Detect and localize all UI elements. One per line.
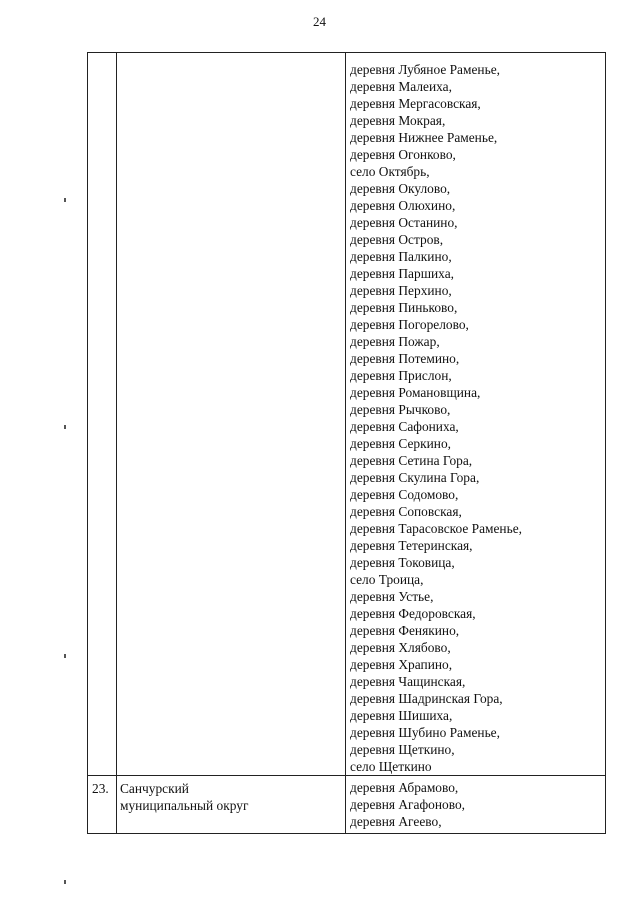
settlement-item: деревня Романовщина, — [350, 385, 481, 400]
settlement-item: село Щеткино — [350, 759, 432, 774]
settlement-item: деревня Устье, — [350, 589, 434, 604]
settlement-item: деревня Агеево, — [350, 814, 442, 829]
settlements-cell — [346, 776, 606, 834]
page-number: 24 — [313, 14, 326, 29]
settlement-item: деревня Храпино, — [350, 657, 453, 672]
settlement-item: деревня Мергасовская, — [350, 96, 481, 111]
settlement-item: село Троица, — [350, 572, 424, 587]
settlement-item: деревня Чащинская, — [350, 674, 466, 689]
settlement-item: деревня Токовица, — [350, 555, 455, 570]
settlement-item: деревня Потемино, — [350, 351, 460, 366]
settlement-item: деревня Олюхино, — [350, 198, 456, 213]
settlements-cell — [346, 53, 606, 776]
district-name-line: муниципальный округ — [120, 798, 249, 813]
settlement-item: деревня Рычково, — [350, 402, 451, 417]
district-name-cell — [117, 53, 346, 776]
settlement-item: деревня Перхино, — [350, 283, 452, 298]
district-name-line: Санчурский — [120, 781, 189, 796]
margin-mark — [64, 198, 66, 202]
settlement-item: деревня Щеткино, — [350, 742, 455, 757]
settlement-item: деревня Пиньково, — [350, 300, 458, 315]
settlements-table — [87, 52, 606, 834]
table-row — [88, 776, 606, 834]
settlement-item: деревня Шубино Раменье, — [350, 725, 500, 740]
margin-mark — [64, 880, 66, 884]
settlement-item: деревня Тарасовское Раменье, — [350, 521, 522, 536]
settlement-item: деревня Содомово, — [350, 487, 459, 502]
settlement-item: деревня Соповская, — [350, 504, 462, 519]
table-row — [88, 53, 606, 776]
settlement-item: деревня Серкино, — [350, 436, 452, 451]
settlement-item: деревня Палкино, — [350, 249, 452, 264]
district-name-cell — [117, 776, 346, 834]
settlement-item: деревня Скулина Гора, — [350, 470, 480, 485]
settlement-item: деревня Пожар, — [350, 334, 440, 349]
settlement-item: деревня Тетеринская, — [350, 538, 473, 553]
settlement-item: деревня Останино, — [350, 215, 458, 230]
settlement-item: деревня Погорелово, — [350, 317, 469, 332]
settlement-item: село Октябрь, — [350, 164, 430, 179]
settlement-item: деревня Окулово, — [350, 181, 451, 196]
settlement-item: деревня Фенякино, — [350, 623, 460, 638]
settlement-item: деревня Сетина Гора, — [350, 453, 473, 468]
settlement-item: деревня Федоровская, — [350, 606, 476, 621]
settlement-item: деревня Сафониха, — [350, 419, 459, 434]
settlement-item: деревня Хлябово, — [350, 640, 451, 655]
settlement-item: деревня Агафоново, — [350, 797, 466, 812]
settlement-item: деревня Абрамово, — [350, 780, 459, 795]
row-number-cell — [88, 53, 117, 776]
settlement-item: деревня Шадринская Гора, — [350, 691, 503, 706]
settlement-item: деревня Нижнее Раменье, — [350, 130, 498, 145]
settlement-item: деревня Остров, — [350, 232, 444, 247]
row-number-cell: 23. — [88, 776, 117, 834]
settlement-item: деревня Мокрая, — [350, 113, 446, 128]
settlement-item: деревня Малеиха, — [350, 79, 452, 94]
settlement-item: деревня Лубяное Раменье, — [350, 62, 500, 77]
settlement-item: деревня Прислон, — [350, 368, 452, 383]
margin-mark — [64, 654, 66, 658]
settlement-item: деревня Огонково, — [350, 147, 456, 162]
margin-mark — [64, 425, 66, 429]
settlement-item: деревня Паршиха, — [350, 266, 454, 281]
settlement-item: деревня Шишиха, — [350, 708, 453, 723]
